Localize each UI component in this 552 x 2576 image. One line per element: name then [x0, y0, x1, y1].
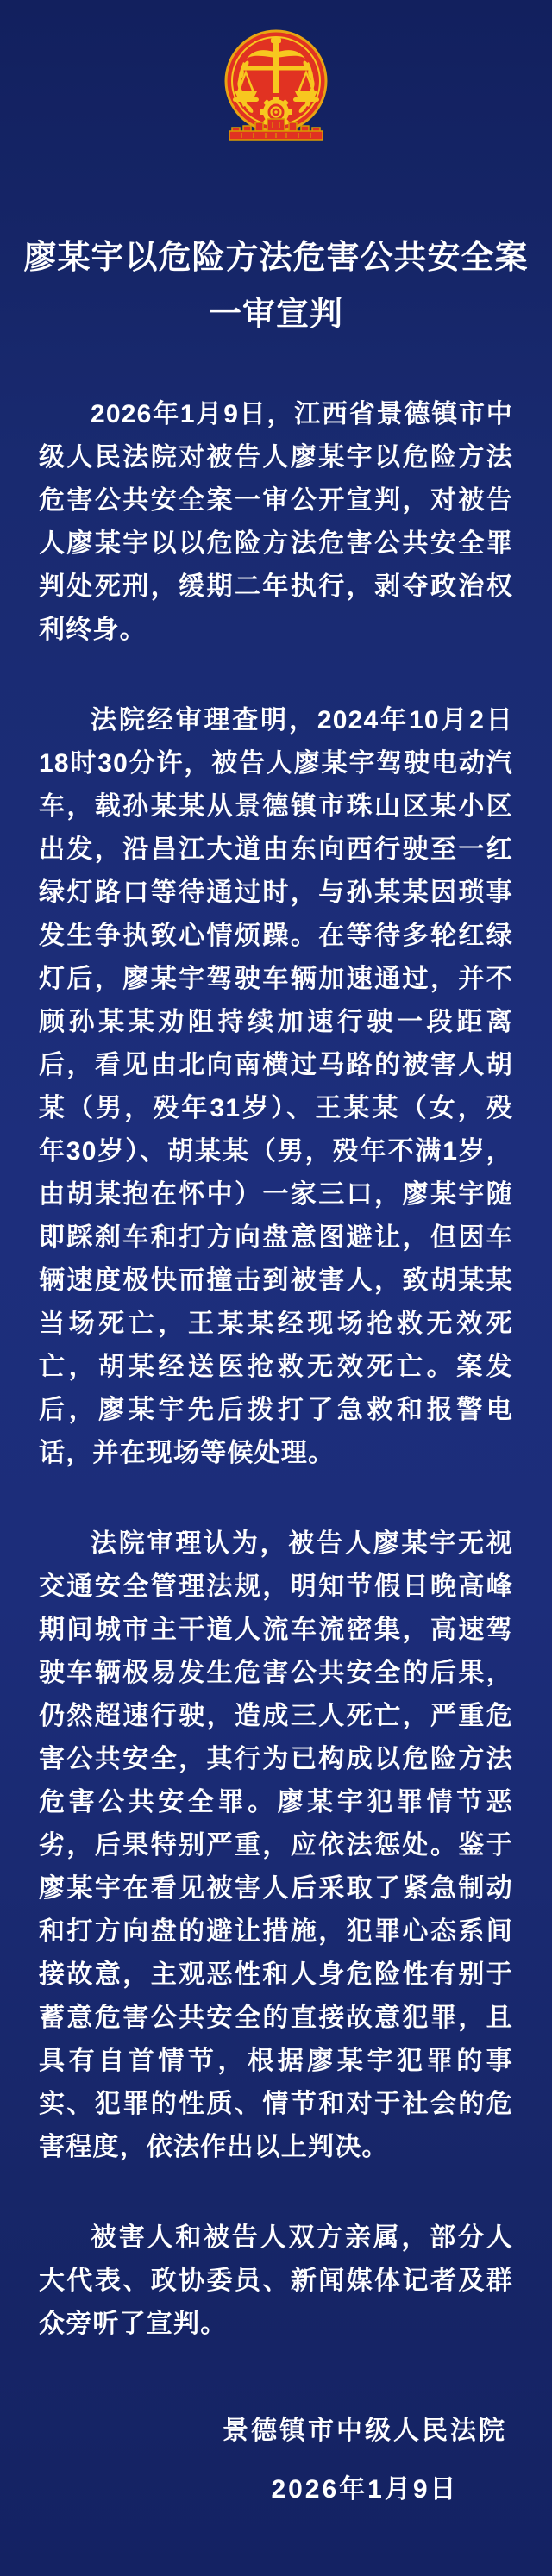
page-title [0, 229, 552, 343]
paragraph-facts: 法院经审理查明，2024年10月2日18时30分许，被告人廖某宇驾驶电动汽车，载孙某某从景德镇市珠山区某小区出发，沿昌江大道由东向西行驶至一红绿灯路口等待通过时，与孙某某因琐事发生争执致心情烦躁。在等待多轮红绿灯后，廖某宇驾驶车辆加速通过，并不顾孙某某劝阻持续加速行驶一段距离后，看见由北向南横过马路的被害人胡某（男，殁年31岁）、王某某（女，殁年30岁）、胡某某（男，殁年不满1岁，由胡某抱在怀中）一家三口，廖某宇随即踩刹车和打方向盘意图避让，但因车辆速度极快而撞击到被害人，致胡某某当场死亡，王某某经现场抢救无效死亡，胡某经送医抢救无效死亡。案发后，廖某宇先后拨打了急救和报警电话，并在现场等候处理。 [39, 706, 513, 1467]
announcement-body [0, 393, 552, 2346]
paragraph-verdict: 2026年1月9日，江西省景德镇市中级人民法院对被告人廖某宇以危险方法危害公共安全案一审公开宣判，对被告人廖某宇以以危险方法危害公共安全罪判处死刑，缓期二年执行，剥夺政治权利终身。 [39, 400, 513, 644]
signature-block [223, 2402, 507, 2519]
signature-court-name: 景德镇市中级人民法院 [223, 2417, 507, 2445]
title-line-1: 廖某宇以危险方法危害公共安全案 [23, 240, 529, 276]
emblem-container [0, 0, 552, 141]
title-line-2: 一审宣判 [208, 297, 343, 333]
paragraph-court-reasoning: 法院审理认为，被告人廖某宇无视交通安全管理法规，明知节假日晚高峰期间城市主干道人流车流密集，高速驾驶车辆极易发生危害公共安全的后果，仍然超速行驶，造成三人死亡，严重危害公共安全，其行为已构成以危险方法危害公共安全罪。廖某宇犯罪情节恶劣，后果特别严重，应依法惩处。鉴于廖某宇在看见被害人后采取了紧急制动和打方向盘的避让措施，犯罪心态系间接故意，主观恶性和人身危险性有别于蓄意危害公共安全的直接故意犯罪，且具有自首情节，根据廖某宇犯罪的事实、犯罪的性质、情节和对于社会的危害程度，依法作出以上判决。 [39, 1529, 513, 2161]
signature-date: 2026年1月9日 [271, 2475, 459, 2504]
paragraph-attendees: 被害人和被告人双方亲属，部分人大代表、政协委员、新闻媒体记者及群众旁听了宣判。 [39, 2223, 513, 2338]
court-emblem-icon [223, 29, 329, 141]
